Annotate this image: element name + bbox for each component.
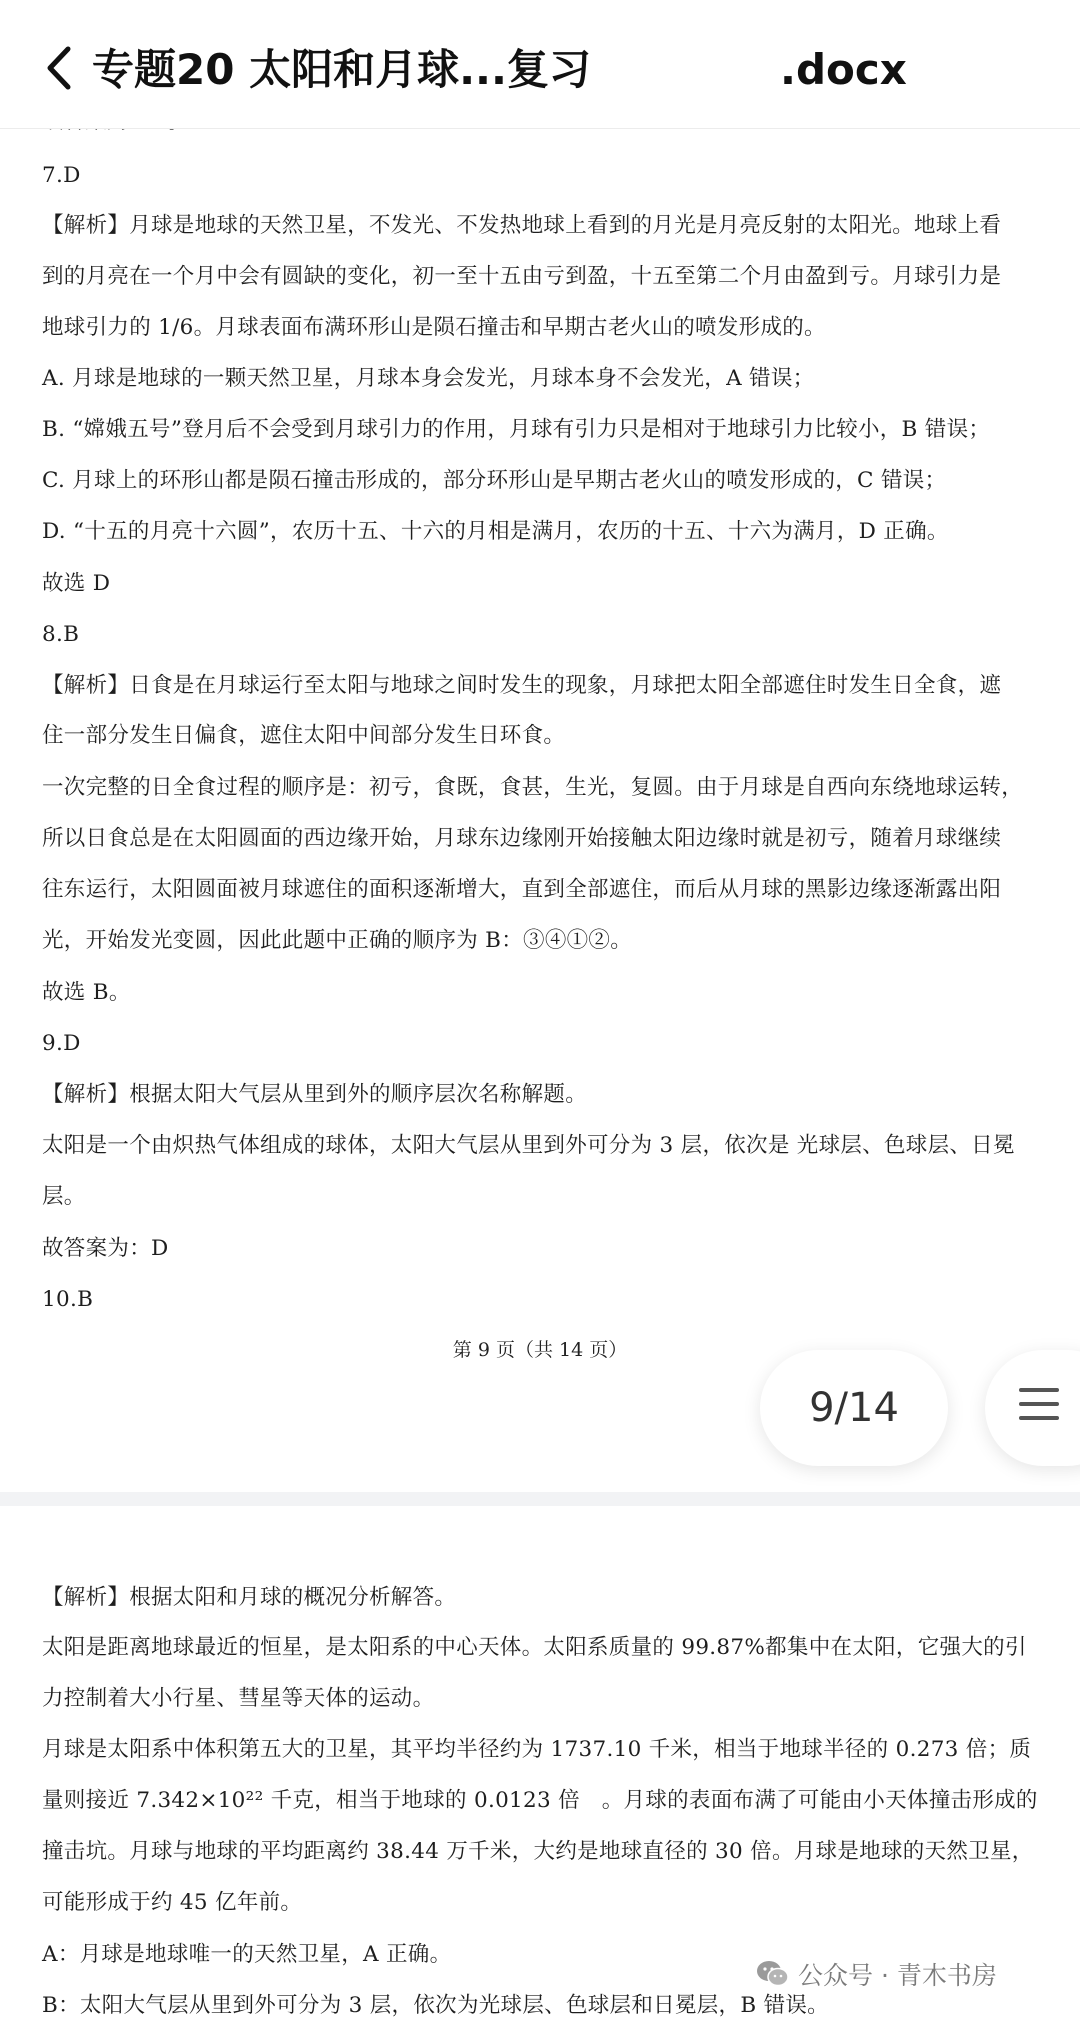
watermark	[756, 1952, 997, 1996]
document-title: 专题20 太阳和月球...复习	[92, 45, 591, 94]
text-line: 所以日食总是在太阳圆面的西边缘开始，月球东边缘刚开始接触太阳边缘时就是初亏，随着月球继续	[42, 826, 1002, 851]
back-button[interactable]	[34, 40, 84, 96]
text-line: A. 月球是地球的一颗天然卫星，月球本身会发光，月球本身不会发光，A 错误；	[42, 366, 815, 391]
text-line: 可能形成于约 45 亿年前。	[42, 1890, 303, 1915]
text-line: 9.D	[42, 1031, 81, 1056]
text-line: 到的月亮在一个月中会有圆缺的变化，初一至十五由亏到盈，十五至第二个月由盈到亏。月球引力是	[42, 264, 1002, 289]
text-line: B：太阳大气层从里到外可分为 3 层，依次为光球层、色球层和日冕层，B 错误。	[42, 1993, 829, 2018]
text-line: 7.D	[42, 163, 81, 188]
text-line: 太阳是一个由炽热气体组成的球体，太阳大气层从里到外可分为 3 层，依次是 光球层、色球层、日冕	[42, 1133, 1015, 1158]
text-line: 【解析】根据太阳和月球的概况分析解答。	[42, 1585, 457, 1610]
text-line: 地球引力的 1/6。月球表面布满环形山是陨石撞击和早期古老火山的喷发形成的。	[42, 315, 826, 340]
text-line: 层。	[42, 1184, 86, 1209]
hamburger-menu-icon	[1019, 1388, 1059, 1430]
text-line: 力控制着大小行星、彗星等天体的运动。	[42, 1686, 435, 1711]
text-line: 【解析】日食是在月球运行至太阳与地球之间时发生的现象，月球把太阳全部遮住时发生日全食，遮	[42, 673, 1002, 698]
text-line: 【解析】月球是地球的天然卫星，不发光、不发热地球上看到的月光是月亮反射的太阳光。地球上看	[42, 213, 1002, 238]
wechat-icon	[756, 1959, 790, 1989]
text-line: 故选 D	[42, 571, 111, 596]
text-line: D. “十五的月亮十六圆”，农历十五、十六的月相是满月，农历的十五、十六为满月，D 正确。	[42, 519, 949, 544]
chevron-left-icon	[42, 45, 76, 91]
text-line: 【解析】根据太阳大气层从里到外的顺序层次名称解题。	[42, 1082, 588, 1107]
text-line: 住一部分发生日偏食，遮住太阳中间部分发生日环食。	[42, 723, 566, 748]
page-indicator-button[interactable]	[760, 1350, 948, 1466]
text-line: 8.B	[42, 622, 80, 647]
document-extension: .docx	[780, 45, 907, 94]
page-indicator-label: 9/14	[809, 1385, 899, 1431]
watermark-text: 公众号 · 青木书房	[798, 1961, 997, 1990]
text-line: B. “嫦娥五号”登月后不会受到月球引力的作用，月球有引力只是相对于地球引力比较小，B 错误；	[42, 417, 991, 442]
text-line: 量则接近 7.342×10²² 千克，相当于地球的 0.0123 倍 。月球的表面布满了可能由小天体撞击形成的	[42, 1788, 1038, 1813]
text-line: 月球是太阳系中体积第五大的卫星，其平均半径约为 1737.10 千米，相当于地球半径的 0.273 倍；质	[42, 1737, 1032, 1762]
text-line: 光，开始发光变圆，因此此题中正确的顺序为 B：③④①②。	[42, 928, 633, 953]
text-line: 太阳是距离地球最近的恒星，是太阳系的中心天体。太阳系质量的 99.87%都集中在太阳，它强大的引	[42, 1635, 1027, 1660]
text-line: 故选 B。	[42, 980, 131, 1005]
text-line: 一次完整的日全食过程的顺序是：初亏，食既，食甚，生光，复圆。由于月球是自西向东绕地球运转，	[42, 775, 1024, 800]
text-line: 撞击坑。月球与地球的平均距离约 38.44 万千米，大约是地球直径的 30 倍。月球是地球的天然卫星，	[42, 1839, 1034, 1864]
text-line: A：月球是地球唯一的天然卫星，A 正确。	[42, 1942, 452, 1967]
text-line: 往东运行，太阳圆面被月球遮住的面积逐渐增大，直到全部遮住，而后从月球的黑影边缘逐渐露出阳	[42, 877, 1002, 902]
page-footer: 第 9 页（共 14 页）	[452, 1339, 628, 1361]
top-bar	[0, 0, 1080, 129]
page-separator	[0, 1492, 1080, 1506]
text-line: C. 月球上的环形山都是陨石撞击形成的，部分环形山是早期古老火山的喷发形成的，C 错误；	[42, 468, 947, 493]
text-line: 故答案为：D	[42, 1236, 169, 1261]
text-line: 10.B	[42, 1287, 94, 1312]
